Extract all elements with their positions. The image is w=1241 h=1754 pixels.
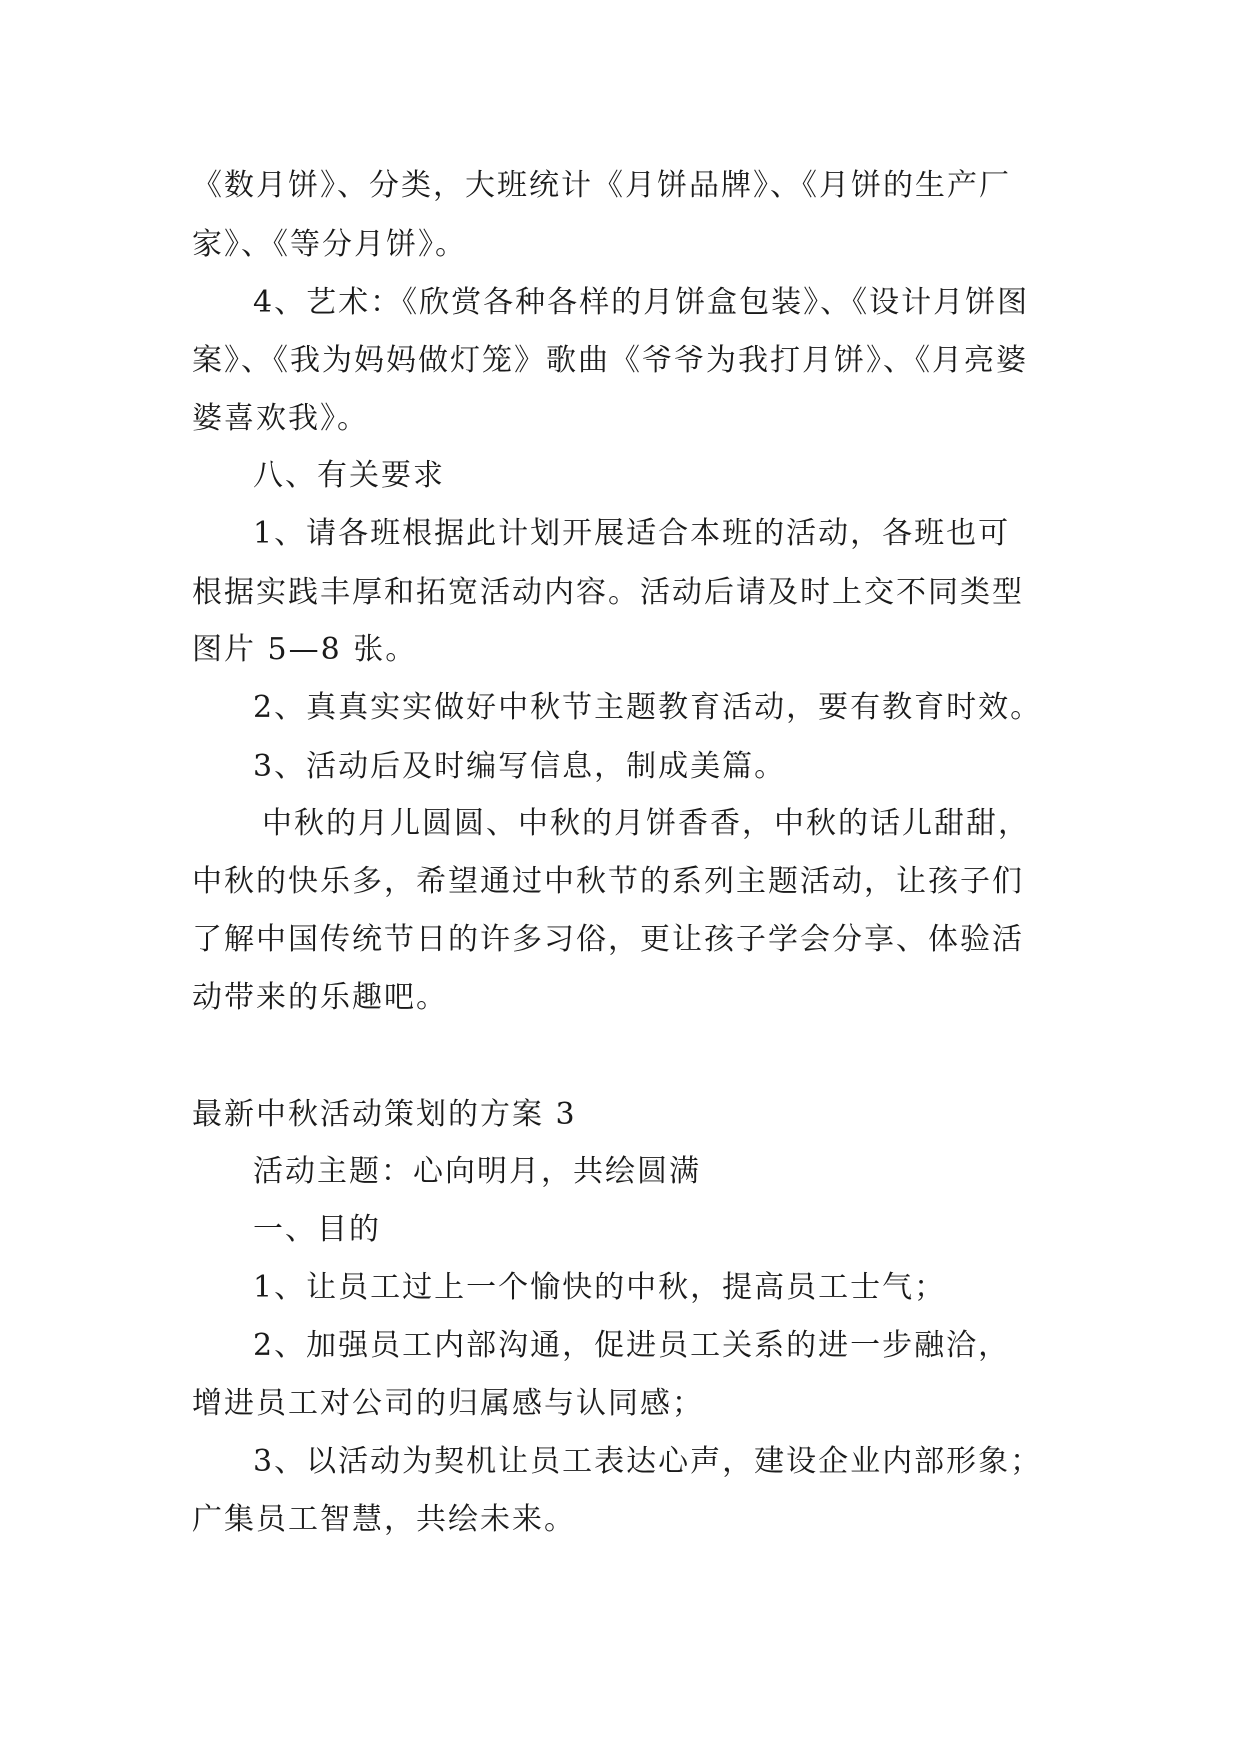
text-line: 中秋的快乐多，希望通过中秋节的系列主题活动，让孩子们 (192, 864, 1024, 899)
list-item-requirement-3: 3、活动后及时编写信息，制成美篇。 (253, 749, 787, 784)
text-line: 婆喜欢我》。 (192, 401, 369, 436)
list-item-purpose-2: 2、加强员工内部沟通，促进员工关系的进一步融洽， (253, 1328, 1011, 1363)
list-item-purpose-3: 3、以活动为契机让员工表达心声，建设企业内部形象； (253, 1444, 1043, 1479)
text-line: 了解中国传统节日的许多习俗，更让孩子学会分享、体验活 (192, 922, 1024, 957)
text-line: 《数月饼》、分类，大班统计《月饼品牌》、《月饼的生产厂 (192, 168, 1011, 203)
text-line: 根据实践丰厚和拓宽活动内容。活动后请及时上交不同类型 (192, 575, 1024, 610)
text-line: 家》、《等分月饼》。 (192, 227, 467, 262)
text-line: 图片 5—8 张。 (192, 632, 418, 667)
list-item-art: 4、艺术：《欣赏各种各样的月饼盒包装》、《设计月饼图 (253, 285, 1030, 320)
text-line: 增进员工对公司的归属感与认同感； (192, 1386, 704, 1421)
text-line: 广集员工智慧，共绘未来。 (192, 1502, 576, 1537)
list-item-purpose-1: 1、让员工过上一个愉快的中秋，提高员工士气； (253, 1270, 947, 1305)
section-title: 最新中秋活动策划的方案 3 (192, 1097, 577, 1132)
closing-paragraph: 中秋的月儿圆圆、中秋的月饼香香，中秋的话儿甜甜， (262, 806, 1030, 841)
list-item-requirement-2: 2、真真实实做好中秋节主题教育活动，要有教育时效。 (253, 690, 1043, 725)
activity-theme: 活动主题：心向明月，共绘圆满 (253, 1154, 701, 1189)
section-heading-purpose: 一、目的 (253, 1212, 381, 1247)
text-line: 案》、《我为妈妈做灯笼》歌曲《爷爷为我打月饼》、《月亮婆 (192, 343, 1028, 378)
text-line: 动带来的乐趣吧。 (192, 980, 448, 1015)
list-item-requirement-1: 1、请各班根据此计划开展适合本班的活动，各班也可 (253, 516, 1011, 551)
section-heading-requirements: 八、有关要求 (253, 458, 445, 493)
